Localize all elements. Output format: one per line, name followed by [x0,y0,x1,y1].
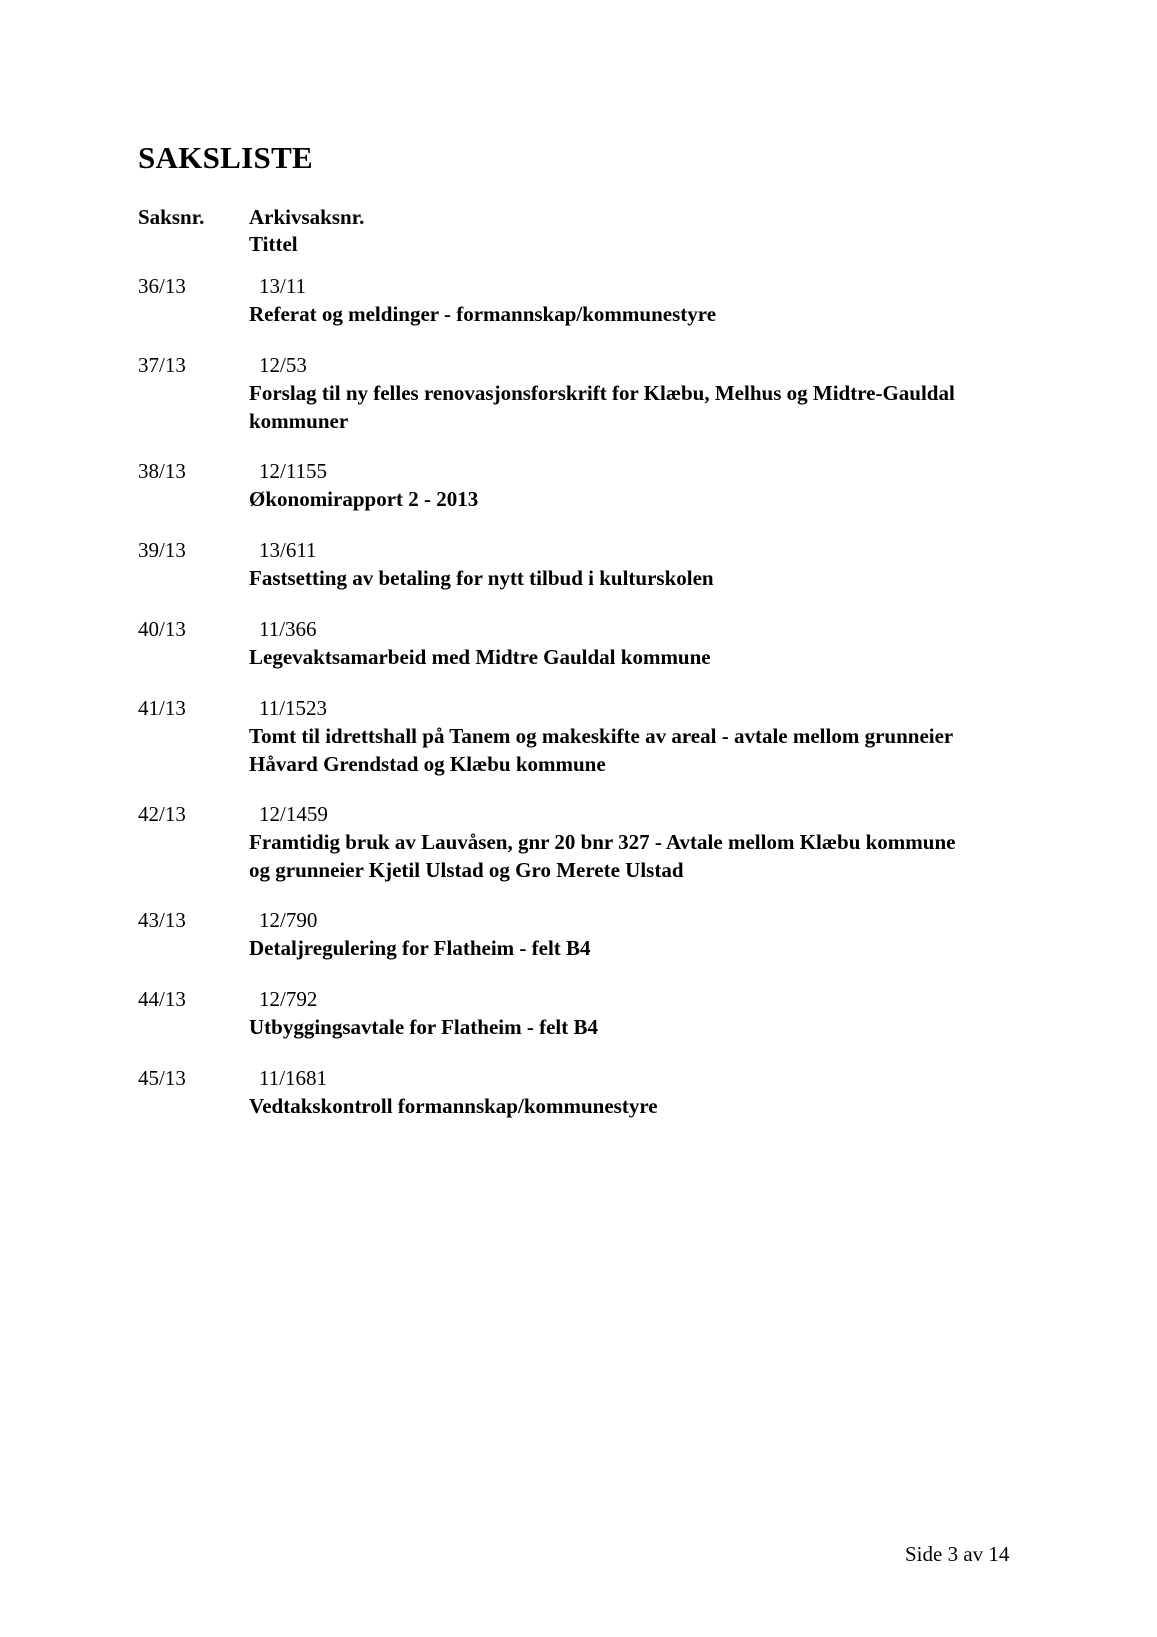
case-number: 39/13 [138,538,186,562]
archive-number: 12/792 [259,987,318,1011]
case-title: Utbyggingsavtale for Flatheim - felt B4 [249,1015,598,1039]
case-title: Referat og meldinger - formannskap/kommunestyre [249,302,717,326]
archive-number: 12/1459 [259,802,328,826]
case-entry [138,536,1038,615]
header-tittel: Tittel [249,232,298,256]
case-number: 44/13 [138,987,186,1011]
archive-number: 12/1155 [259,459,328,483]
case-title: Tomt til idrettshall på Tanem og makeskifte av areal - avtale mellom grunneier Håvard Grendstad og Klæbu kommune [249,724,953,776]
archive-number: 11/1523 [259,696,328,720]
archive-number: 11/366 [259,617,317,641]
case-title: Vedtakskontroll formannskap/kommunestyre [249,1094,658,1118]
case-number: 42/13 [138,802,186,826]
case-entry [138,800,1038,906]
case-title: Legevaktsamarbeid med Midtre Gauldal kommune [249,645,711,669]
header-saksnr: Saksnr. [138,205,205,229]
case-list [138,272,1038,1143]
case-entry [138,1064,1038,1143]
case-number: 37/13 [138,353,186,377]
case-number: 43/13 [138,908,186,932]
archive-number: 13/611 [259,538,317,562]
case-number: 40/13 [138,617,186,641]
archive-number: 12/790 [259,908,318,932]
case-entry [138,272,1038,351]
case-number: 41/13 [138,696,186,720]
page-title: SAKSLISTE [138,140,314,175]
case-number: 36/13 [138,274,186,298]
page-number: Side 3 av 14 [905,1542,1010,1566]
case-number: 38/13 [138,459,186,483]
case-entry [138,985,1038,1064]
archive-number: 13/11 [259,274,307,298]
case-title: Økonomirapport 2 - 2013 [249,487,479,511]
header-right-column [249,204,364,258]
case-number: 45/13 [138,1066,186,1090]
case-entry [138,457,1038,536]
case-title: Fastsetting av betaling for nytt tilbud i kulturskolen [249,566,714,590]
case-entry [138,615,1038,694]
case-entry [138,906,1038,985]
case-entry [138,351,1038,457]
case-entry [138,694,1038,800]
case-title: Framtidig bruk av Lauvåsen, gnr 20 bnr 327 - Avtale mellom Klæbu kommune og grunneier Kjetil Ulstad og Gro Merete Ulstad [249,830,956,882]
archive-number: 11/1681 [259,1066,328,1090]
case-title: Forslag til ny felles renovasjonsforskrift for Klæbu, Melhus og Midtre-Gauldal kommuner [249,381,955,433]
header-arkivsaksnr: Arkivsaksnr. [249,205,365,229]
case-title: Detaljregulering for Flatheim - felt B4 [249,936,591,960]
archive-number: 12/53 [259,353,307,377]
